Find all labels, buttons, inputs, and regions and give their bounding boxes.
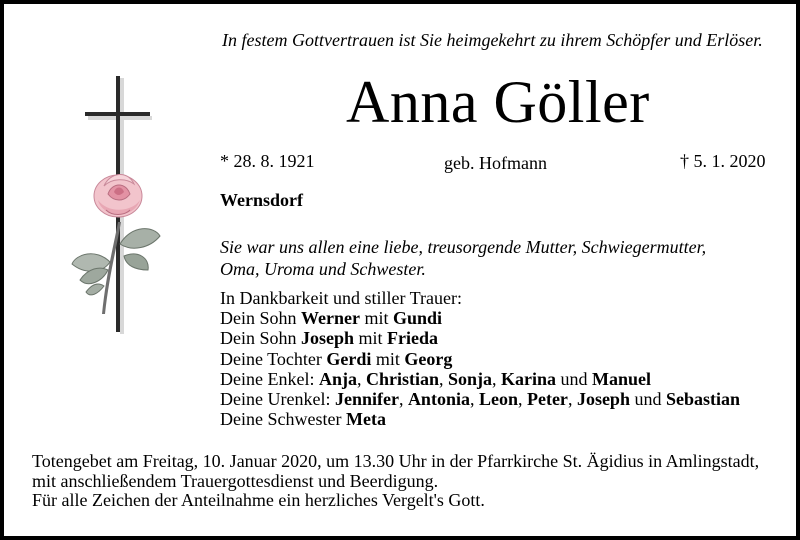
mourner-name: Jennifer [334,389,399,410]
mourner-relation: Dein Sohn [220,308,301,329]
maiden-name: geb. Hofmann [444,153,547,173]
tribute-text [220,236,706,280]
deceased-name: Anna Göller [346,69,650,135]
mourner-line [220,349,740,369]
mourner-relation: , [492,368,502,389]
mourner-relation: , [398,389,408,410]
mourner-relation: mit [359,308,393,329]
mourner-name: Georg [404,348,453,369]
mourner-name: Christian [365,368,439,389]
mourner-name: Gundi [393,308,443,329]
mourner-relation: Dein Sohn [220,328,301,349]
mourner-relation: , [567,389,577,410]
mourner-name: Leon [478,389,518,410]
mourner-name: Werner [301,308,360,329]
mourner-relation: Deine Enkel: [220,368,319,389]
service-line: mit anschließendem Trauergottesdienst und Beerdigung. [32,470,439,491]
mourners-list [220,288,740,429]
mourner-relation: , [517,389,527,410]
mourner-relation: Deine Schwester [220,409,346,430]
hometown: Wernsdorf [220,190,303,210]
mourner-line [220,328,740,348]
mourner-name: Sonja [448,368,493,389]
death-date: † 5. 1. 2020 [680,151,766,171]
mourner-line [220,308,740,328]
service-line: Totengebet am Freitag, 10. Januar 2020, um 13.30 Uhr in der Pfarrkirche St. Ägidius in Amlingstadt, [32,451,760,471]
mourner-name: Joseph [301,328,355,349]
motto-text: In festem Gottvertrauen ist Sie heimgekehrt zu ihrem Schöpfer und Erlöser. [222,30,763,50]
mourners-intro: In Dankbarkeit und stiller Trauer: [220,288,462,308]
service-info [32,452,759,511]
mourner-name: Karina [501,368,557,389]
cross-with-rose-icon [62,74,172,354]
mourner-relation: und [629,389,666,410]
mourner-relation: , [469,389,479,410]
mourner-relation: , [356,368,366,389]
mourner-name: Sebastian [665,389,740,410]
mourner-name: Frieda [387,328,439,349]
mourner-relation: Deine Tochter [220,348,327,369]
mourner-relation: mit [354,328,388,349]
mourner-relation: , [439,368,448,389]
mourner-name: Meta [345,409,386,430]
mourner-name: Manuel [592,368,652,389]
mourner-name: Peter [526,389,568,410]
mourner-line [220,389,740,409]
mourner-name: Joseph [576,389,630,410]
birth-date: * 28. 8. 1921 [220,151,315,171]
mourner-name: Gerdi [326,348,372,369]
mourner-line [220,369,740,389]
mourner-relation: Deine Urenkel: [220,389,335,410]
mourner-relation: und [556,368,593,389]
tribute-line: Sie war uns allen eine liebe, treusorgende Mutter, Schwiegermutter, [220,237,707,257]
mourner-relation: mit [371,348,405,369]
mourner-lines [220,308,740,429]
mourner-line [220,409,740,429]
tribute-line: Oma, Uroma und Schwester. [220,259,426,279]
mourner-name: Anja [318,368,357,389]
mourner-name: Antonia [407,389,470,410]
closing-line: Für alle Zeichen der Anteilnahme ein herzliches Vergelt's Gott. [32,490,485,510]
